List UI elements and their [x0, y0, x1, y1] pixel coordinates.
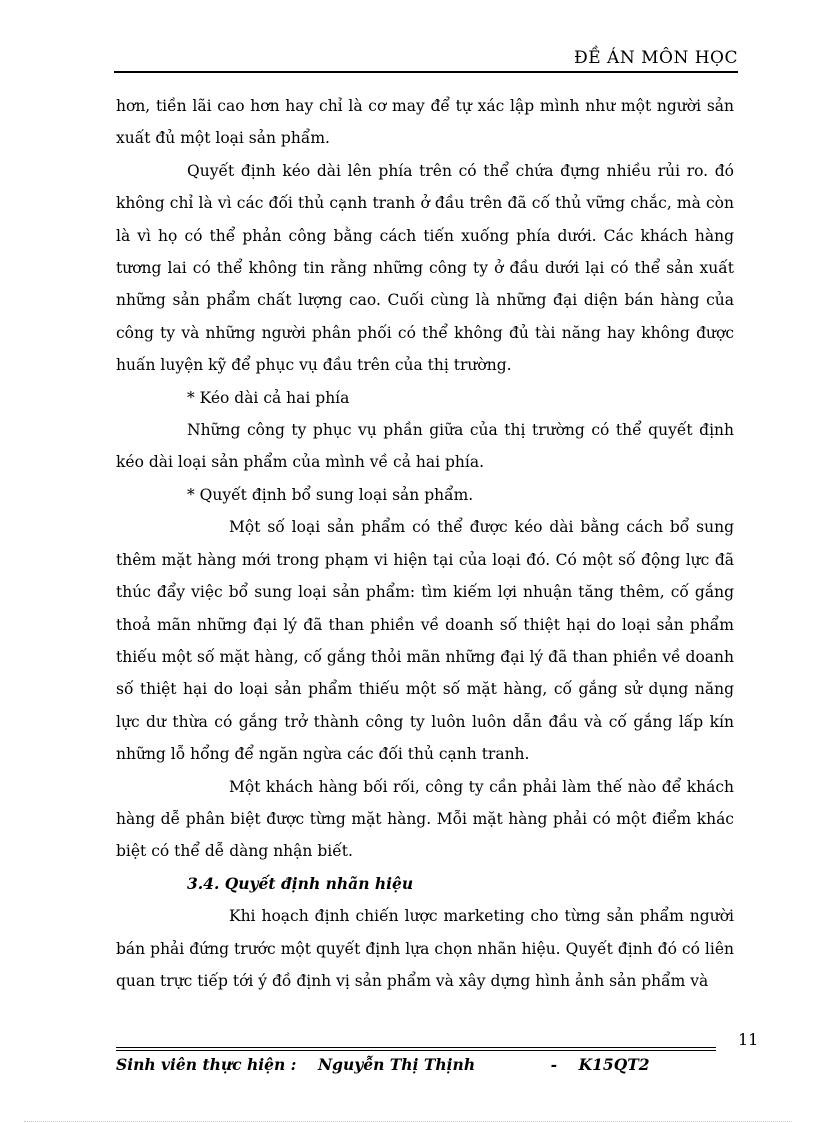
paragraph-two-way-extension: Những công ty phục vụ phần giữa của thị trường có thể quyết định kéo dài loại sản phẩm của mình về cả hai phía. — [116, 421, 734, 472]
footer-divider-bottom — [116, 1050, 716, 1051]
page-bottom-edge — [24, 1121, 792, 1122]
paragraph-brand-decision: Khi hoạch định chiến lược marketing cho từng sản phẩm người bán phải đứng trước một quyết định lựa chọn nhãn hiệu. Quyết định đó có liên quan trực tiếp tới ý đồ định vị sản phẩm và xây dựng hình ảnh sản phẩm và — [116, 907, 734, 990]
document-header-title: ĐỀ ÁN MÔN HỌC — [574, 48, 738, 68]
footer-author-line: Sinh viên thực hiện : Nguyễn Thị Thịnh - K15QT2 — [116, 1055, 650, 1074]
paragraph-customer-confusion: Một khách hàng bối rối, công ty cần phải làm thế nào để khách hàng dễ phân biệt được từng mặt hàng. Mỗi mặt hàng phải có một điểm khác biệt có thể dễ dàng nhận biết. — [116, 777, 734, 861]
subheading-two-way-extension: * Kéo dài cả hai phía — [187, 388, 350, 407]
document-body — [116, 90, 734, 997]
section-heading-brand-decision: 3.4. Quyết định nhãn hiệu — [187, 873, 414, 893]
paragraph-upward-extension-risk: Quyết định kéo dài lên phía trên có thể chứa đựng nhiều rủi ro. đó không chỉ là vì các đối thủ cạnh tranh ở đầu trên đã cố thủ vững chắc, mà còn là vì họ có thể phản công bằng cách tiến xuống phía dưới. Các khách hàng tương lai có thể không tin rằng những công ty ở đầu dưới lại có thể sản xuất những sản phẩm chất lượng cao. Cuối cùng là những đại diện bán hàng của công ty và những người phân phối có thể không đủ tài năng hay không được huấn luyện kỹ để phục vụ đầu trên của thị trường. — [116, 161, 734, 375]
page-number: 11 — [738, 1030, 759, 1049]
header-divider — [114, 71, 738, 73]
paragraph-continuation: hơn, tiền lãi cao hơn hay chỉ là cơ may để tự xác lập mình như một người sản xuất đủ một loại sản phẩm. — [116, 97, 734, 148]
subheading-line-filling: * Quyết định bổ sung loại sản phẩm. — [187, 485, 474, 504]
footer-divider-top — [116, 1047, 716, 1048]
paragraph-line-filling: Một số loại sản phẩm có thể được kéo dài bằng cách bổ sung thêm mặt hàng mới trong phạm vi hiện tại của loại đó. Có một số động lực đã thúc đẩy việc bổ sung loại sản phẩm: tìm kiếm lợi nhuận tăng thêm, cố gắng thoả mãn những đại lý đã than phiền về doanh số thiệt hại do loại sản phẩm thiếu một số mặt hàng, cố gắng thỏi mãn những đại lý đã than phiền về doanh số thiệt hại do loại sản phẩm thiếu một số mặt hàng, cố gắng sử dụng năng lực dư thừa có gắng trở thành công ty luôn luôn dẫn đầu và cố gắng lấp kín những lỗ hổng để ngăn ngừa các đối thủ cạnh tranh. — [116, 518, 734, 764]
